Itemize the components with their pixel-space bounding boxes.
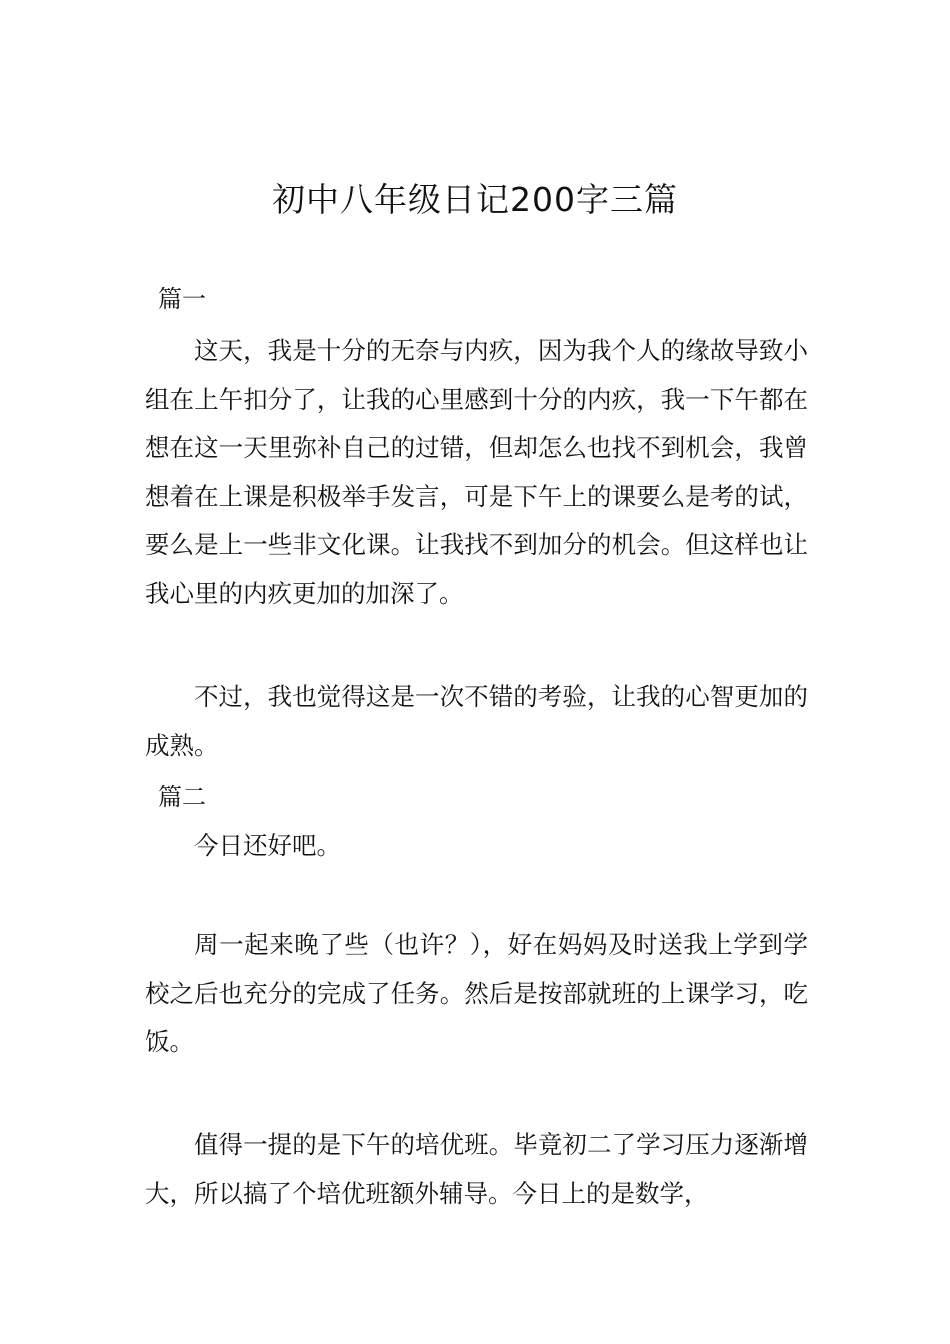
section-label-1: 篇一: [158, 285, 206, 313]
section-2-paragraph-3: 值得一提的是下午的培优班。毕竟初二了学习压力逐渐增大，所以搞了个培优班额外辅导。今日上的是数学，: [145, 1130, 808, 1208]
section-label-2: 篇二: [158, 783, 206, 811]
section-2-paragraph-1: 今日还好吧。: [194, 831, 341, 860]
document-title: 初中八年级日记200字三篇: [272, 180, 678, 219]
section-1-paragraph-2: 不过，我也觉得这是一次不错的考验，让我的心智更加的成熟。: [145, 682, 808, 760]
section-1-paragraph-1: 这天，我是十分的无奈与内疚，因为我个人的缘故导致小组在上午扣分了，让我的心里感到十分的内疚，我一下午都在想在这一天里弥补自己的过错，但却怎么也找不到机会，我曾想着在上课是积极举手发言，可是下午上的课要么是考的试，要么是上一些非文化课。让我找不到加分的机会。但这样也让我心里的内疚更加的加深了。: [145, 336, 808, 608]
section-2-paragraph-2: 周一起来晚了些（也许？），好在妈妈及时送我上学到学校之后也充分的完成了任务。然后是按部就班的上课学习，吃饭。: [145, 930, 808, 1056]
